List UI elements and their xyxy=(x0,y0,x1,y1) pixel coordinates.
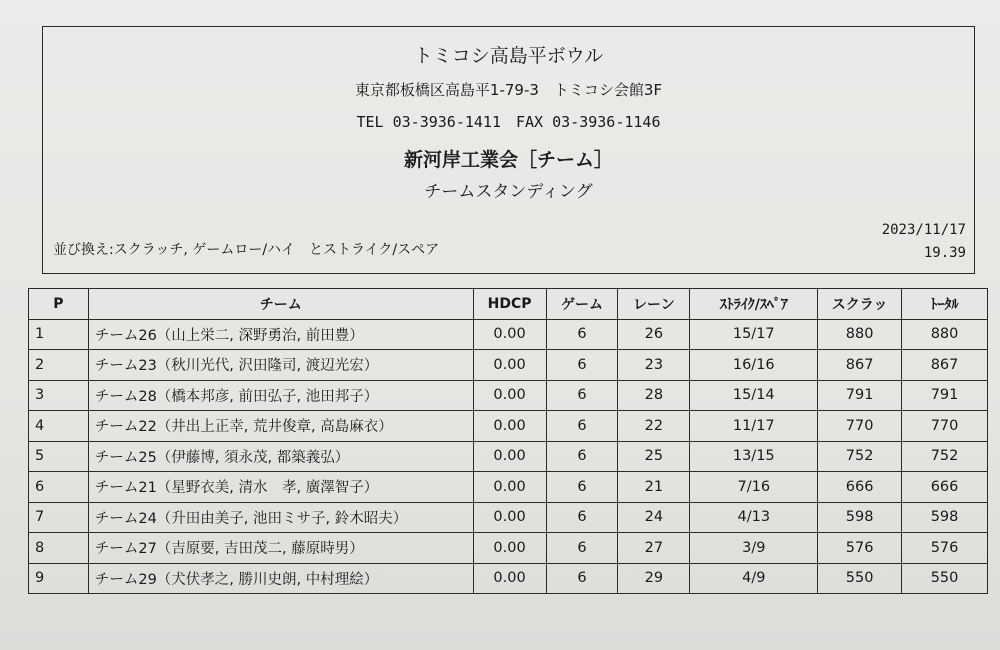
print-date: 2023/11/17 xyxy=(881,222,966,238)
table-row xyxy=(29,380,988,411)
table-row xyxy=(29,319,988,350)
table-row xyxy=(29,411,988,442)
total-cell: 770 xyxy=(902,411,988,442)
venue-name: トミコシ高島平ボウル xyxy=(413,45,604,67)
col-header-rank: P xyxy=(29,289,89,320)
report-header xyxy=(42,26,975,274)
total-cell: 867 xyxy=(902,350,988,381)
lane-cell: 23 xyxy=(618,350,690,381)
hdcp-cell: 0.00 xyxy=(473,472,546,503)
team-cell: チーム25（伊藤博, 須永茂, 都築義弘） xyxy=(88,441,473,472)
strike-spare-cell: 3/9 xyxy=(690,533,818,564)
hdcp-cell: 0.00 xyxy=(473,563,546,594)
table-row xyxy=(29,533,988,564)
col-header-games: ゲーム xyxy=(546,289,618,320)
report-title: チームスタンディング xyxy=(424,182,593,202)
standings-table xyxy=(28,288,988,594)
strike-spare-cell: 4/9 xyxy=(690,563,818,594)
hdcp-cell: 0.00 xyxy=(473,411,546,442)
rank-cell: 1 xyxy=(29,319,89,350)
total-cell: 598 xyxy=(902,502,988,533)
team-cell: チーム26（山上栄二, 深野勇治, 前田豊） xyxy=(88,319,473,350)
scratch-cell: 752 xyxy=(818,441,902,472)
lane-cell: 24 xyxy=(618,502,690,533)
total-cell: 550 xyxy=(902,563,988,594)
team-cell: チーム29（犬伏孝之, 勝川史朗, 中村理絵） xyxy=(88,563,473,594)
team-cell: チーム28（橋本邦彦, 前田弘子, 池田邦子） xyxy=(88,380,473,411)
hdcp-cell: 0.00 xyxy=(473,319,546,350)
col-header-team: チーム xyxy=(88,289,473,320)
scratch-cell: 867 xyxy=(818,350,902,381)
lane-cell: 25 xyxy=(618,441,690,472)
rank-cell: 9 xyxy=(29,563,89,594)
rank-cell: 7 xyxy=(29,502,89,533)
col-header-lane: レーン xyxy=(618,289,690,320)
lane-cell: 29 xyxy=(618,563,690,594)
hdcp-cell: 0.00 xyxy=(473,350,546,381)
table-row xyxy=(29,472,988,503)
team-cell: チーム22（井出上正幸, 荒井俊章, 高島麻衣） xyxy=(88,411,473,442)
table-header-row xyxy=(29,289,988,320)
col-header-scratch: スクラッ xyxy=(818,289,902,320)
games-cell: 6 xyxy=(546,411,618,442)
col-header-hdcp: HDCP xyxy=(473,289,546,320)
total-cell: 576 xyxy=(902,533,988,564)
lane-cell: 28 xyxy=(618,380,690,411)
scratch-cell: 598 xyxy=(818,502,902,533)
scratch-cell: 666 xyxy=(818,472,902,503)
strike-spare-cell: 15/14 xyxy=(690,380,818,411)
strike-spare-cell: 15/17 xyxy=(690,319,818,350)
team-cell: チーム24（升田由美子, 池田ミサ子, 鈴木昭夫） xyxy=(88,502,473,533)
col-header-strike-spare: ｽﾄﾗｲｸ/ｽﾍﾟｱ xyxy=(690,289,818,320)
strike-spare-cell: 11/17 xyxy=(690,411,818,442)
games-cell: 6 xyxy=(546,533,618,564)
team-cell: チーム23（秋川光代, 沢田隆司, 渡辺光宏） xyxy=(88,350,473,381)
table-row xyxy=(29,350,988,381)
venue-phone: TEL 03-3936-1411 FAX 03-3936-1146 xyxy=(356,113,661,131)
hdcp-cell: 0.00 xyxy=(473,380,546,411)
scratch-cell: 770 xyxy=(818,411,902,442)
total-cell: 880 xyxy=(902,319,988,350)
games-cell: 6 xyxy=(546,350,618,381)
strike-spare-cell: 7/16 xyxy=(690,472,818,503)
lane-cell: 26 xyxy=(618,319,690,350)
games-cell: 6 xyxy=(546,472,618,503)
hdcp-cell: 0.00 xyxy=(473,533,546,564)
team-cell: チーム27（吉原要, 吉田茂二, 藤原時男） xyxy=(88,533,473,564)
scratch-cell: 550 xyxy=(818,563,902,594)
total-cell: 666 xyxy=(902,472,988,503)
hdcp-cell: 0.00 xyxy=(473,502,546,533)
rank-cell: 4 xyxy=(29,411,89,442)
venue-address: 東京都板橋区高島平1-79-3 トミコシ会館3F xyxy=(354,81,663,99)
hdcp-cell: 0.00 xyxy=(473,441,546,472)
games-cell: 6 xyxy=(546,441,618,472)
strike-spare-cell: 4/13 xyxy=(690,502,818,533)
rank-cell: 3 xyxy=(29,380,89,411)
rank-cell: 6 xyxy=(29,472,89,503)
games-cell: 6 xyxy=(546,563,618,594)
scratch-cell: 880 xyxy=(818,319,902,350)
rank-cell: 5 xyxy=(29,441,89,472)
col-header-total: ﾄｰﾀﾙ xyxy=(902,289,988,320)
lane-cell: 27 xyxy=(618,533,690,564)
total-cell: 791 xyxy=(902,380,988,411)
rank-cell: 8 xyxy=(29,533,89,564)
table-row xyxy=(29,441,988,472)
rank-cell: 2 xyxy=(29,350,89,381)
strike-spare-cell: 13/15 xyxy=(690,441,818,472)
sort-order: 並び換え:スクラッチ, ゲームロー/ハイ とストライク/スペア xyxy=(53,242,440,258)
lane-cell: 22 xyxy=(618,411,690,442)
table-row xyxy=(29,502,988,533)
scratch-cell: 791 xyxy=(818,380,902,411)
table-row xyxy=(29,563,988,594)
games-cell: 6 xyxy=(546,502,618,533)
total-cell: 752 xyxy=(902,441,988,472)
games-cell: 6 xyxy=(546,319,618,350)
lane-cell: 21 xyxy=(618,472,690,503)
team-cell: チーム21（星野衣美, 清水 孝, 廣澤智子） xyxy=(88,472,473,503)
print-time: 19.39 xyxy=(923,245,966,261)
event-title: 新河岸工業会［チーム］ xyxy=(403,149,613,171)
strike-spare-cell: 16/16 xyxy=(690,350,818,381)
scratch-cell: 576 xyxy=(818,533,902,564)
games-cell: 6 xyxy=(546,380,618,411)
